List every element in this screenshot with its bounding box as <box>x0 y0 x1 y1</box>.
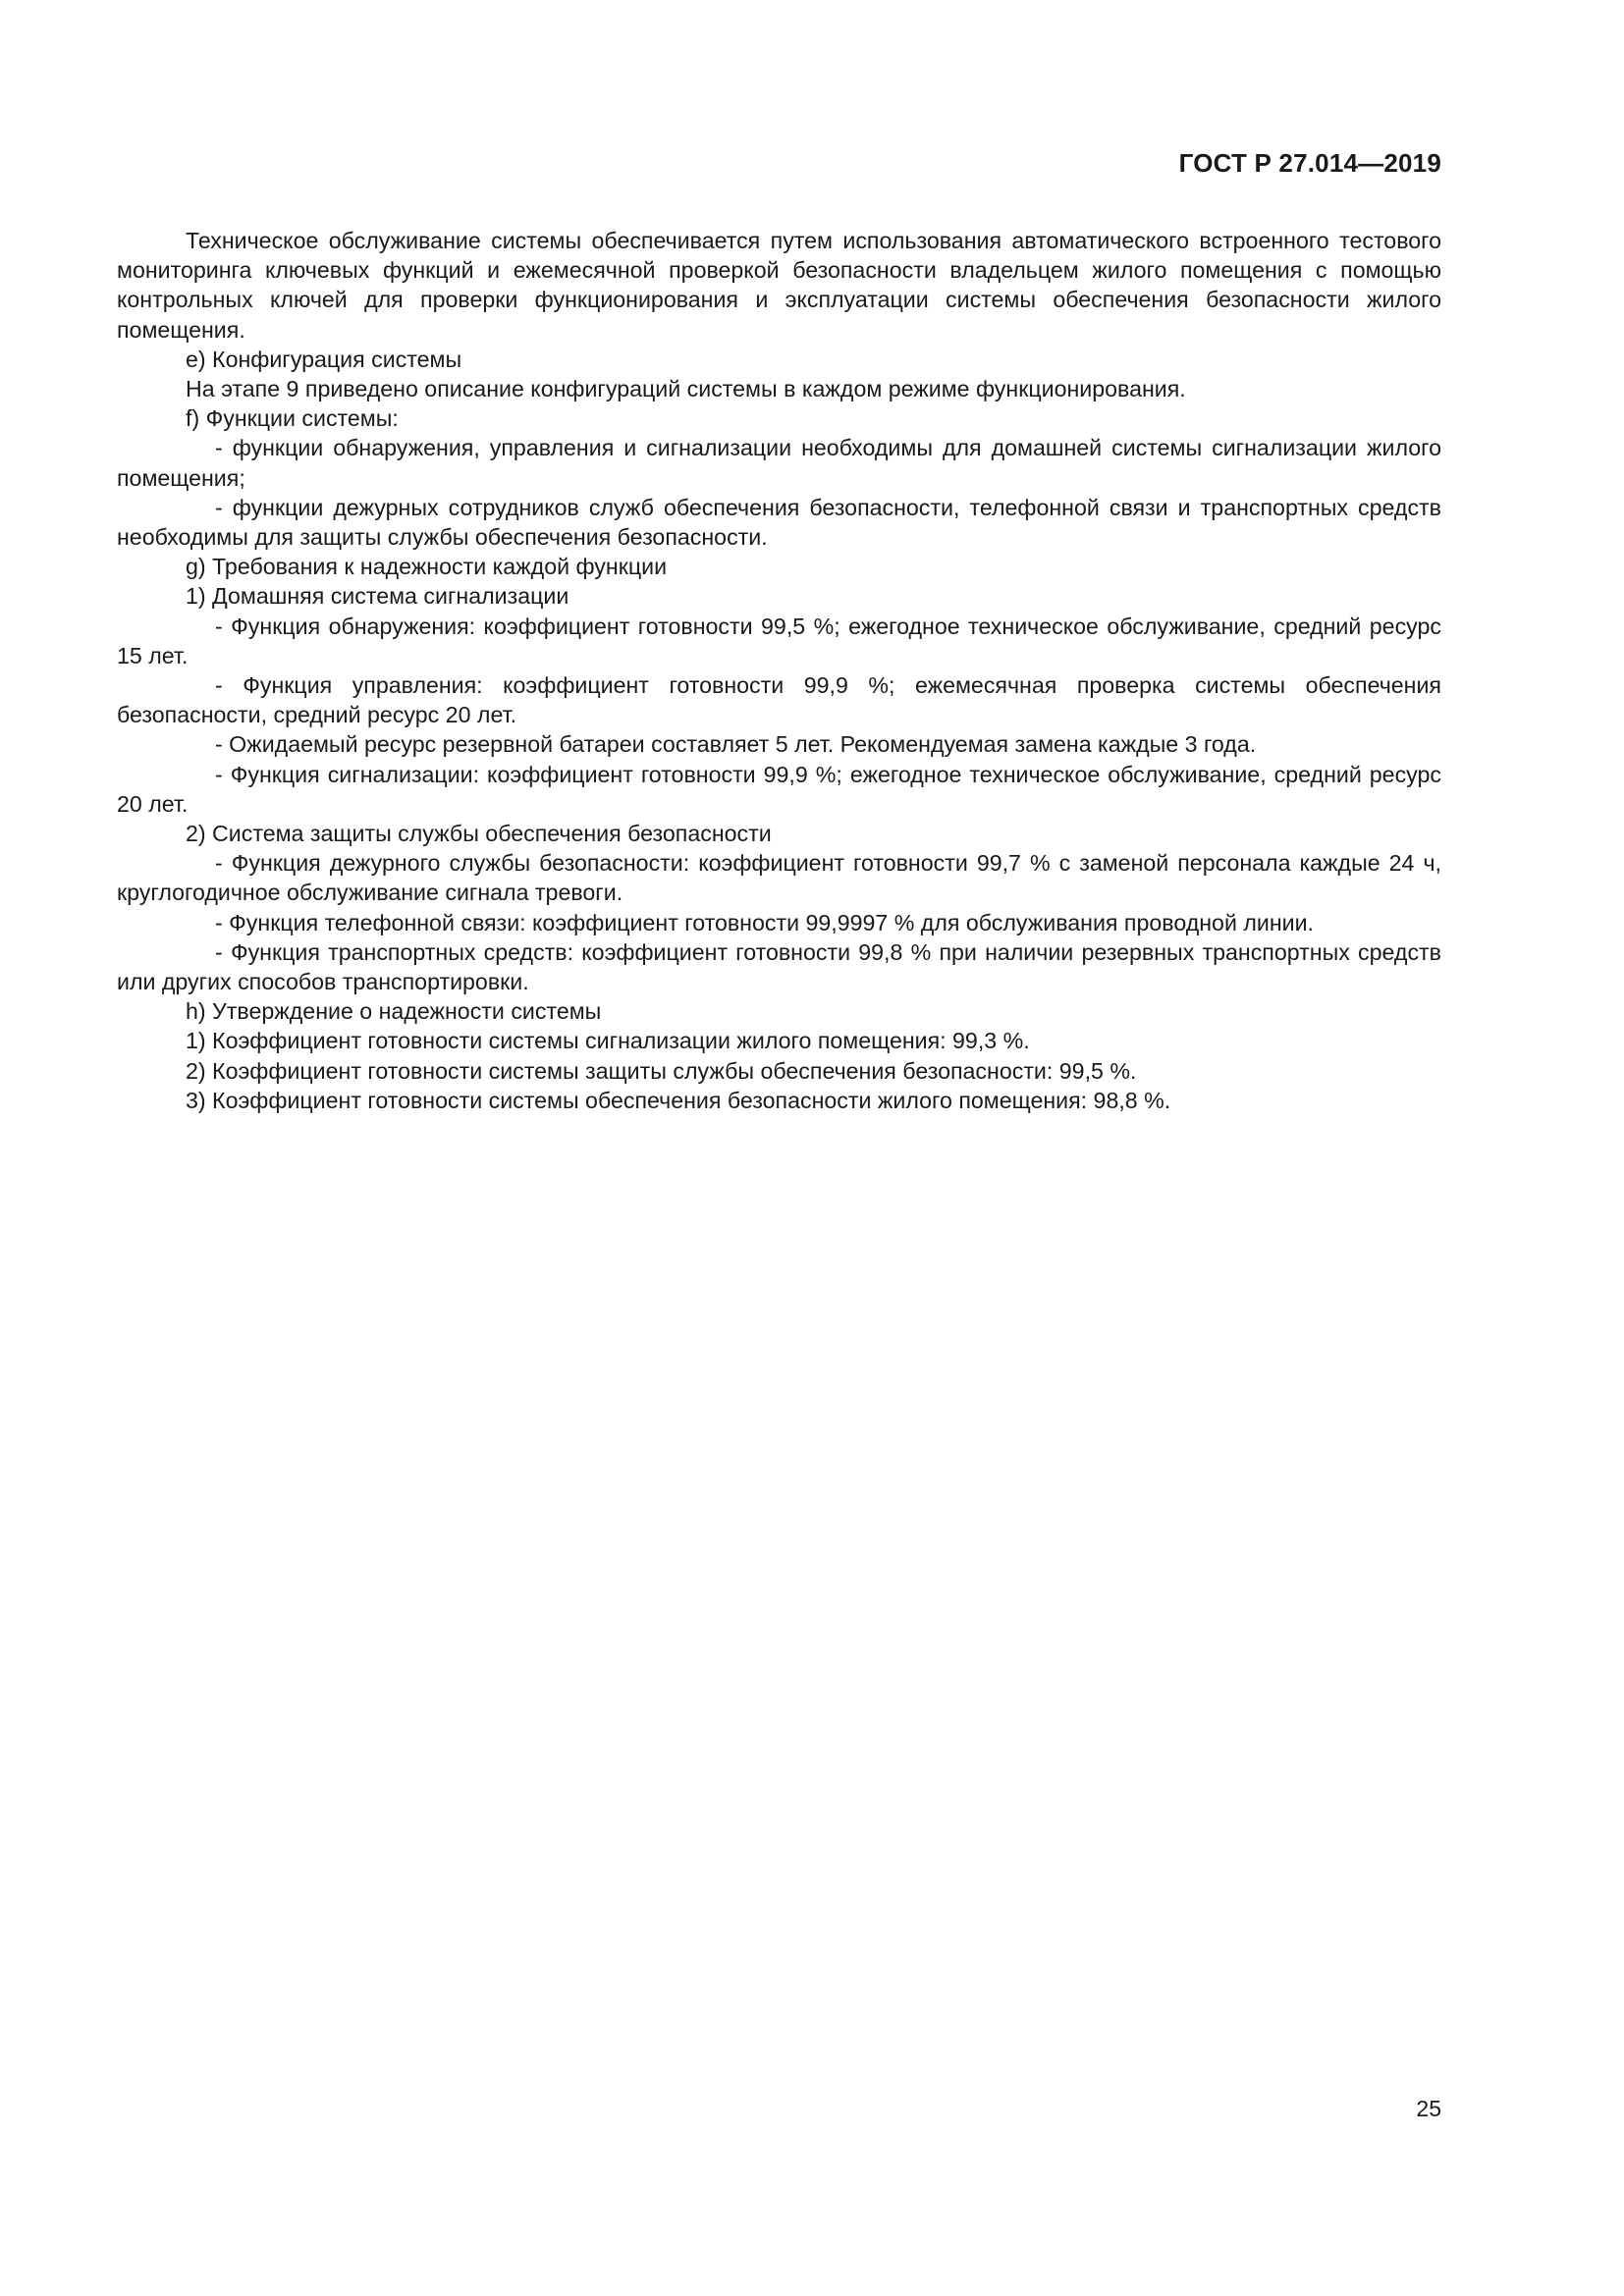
section-e-heading: e) Конфигурация системы <box>186 346 462 372</box>
list-item: - Функция управления: коэффициент готовности 99,9 %; ежемесячная проверка системы обеспечения безопасности, средний ресурс 20 лет. <box>117 672 1441 728</box>
list-item: - Ожидаемый ресурс резервной батареи составляет 5 лет. Рекомендуемая замена каждые 3 года. <box>215 731 1257 758</box>
section-h-heading: h) Утверждение о надежности системы <box>186 998 602 1025</box>
subsection-heading: 1) Домашняя система сигнализации <box>186 583 569 610</box>
standard-number-header: ГОСТ Р 27.014—2019 <box>1178 148 1441 178</box>
list-item: - функции дежурных сотрудников служб обеспечения безопасности, телефонной связи и транспортных средств необходимы для защиты службы обеспечения безопасности. <box>117 494 1441 551</box>
list-item: - Функция сигнализации: коэффициент готовности 99,9 %; ежегодное техническое обслуживание, средний ресурс 20 лет. <box>117 761 1441 817</box>
list-item: - Функция транспортных средств: коэффициент готовности 99,8 % при наличии резервных транспортных средств или других способов транспортировки. <box>117 938 1441 995</box>
list-item: - Функция телефонной связи: коэффициент готовности 99,9997 % для обслуживания проводной линии. <box>215 909 1314 935</box>
paragraph-configuration: На этапе 9 приведено описание конфигураций системы в каждом режиме функционирования. <box>186 376 1186 402</box>
page-number: 25 <box>1416 2096 1441 2121</box>
section-f-heading: f) Функции системы: <box>186 405 399 432</box>
list-item: - функции обнаружения, управления и сигнализации необходимы для домашней системы сигнализации жилого помещения; <box>117 435 1441 491</box>
list-item: 2) Коэффициент готовности системы защиты службы обеспечения безопасности: 99,5 %. <box>186 1057 1137 1084</box>
list-item: - Функция дежурного службы безопасности: коэффициент готовности 99,7 % с заменой персонала каждые 24 ч, круглогодичное обслуживание сигнала тревоги. <box>117 850 1441 906</box>
list-item: 3) Коэффициент готовности системы обеспечения безопасности жилого помещения: 98,8 %. <box>186 1087 1171 1113</box>
section-g-heading: g) Требования к надежности каждой функции <box>186 554 668 580</box>
list-item: - Функция обнаружения: коэффициент готовности 99,5 %; ежегодное техническое обслуживание, средний ресурс 15 лет. <box>117 613 1441 668</box>
list-item: 1) Коэффициент готовности системы сигнализации жилого помещения: 99,3 %. <box>186 1028 1030 1054</box>
document-body <box>117 226 1441 1115</box>
subsection-heading: 2) Система защиты службы обеспечения безопасности <box>186 821 772 847</box>
paragraph-maintenance: Техническое обслуживание системы обеспечивается путем использования автоматического встроенного тестового мониторинга ключевых функций и ежемесячной проверкой безопасности владельцем жилого помещения с помощью контрольных ключей для проверки функционирования и эксплуатации системы обеспечения безопасности жилого помещения. <box>117 228 1441 343</box>
